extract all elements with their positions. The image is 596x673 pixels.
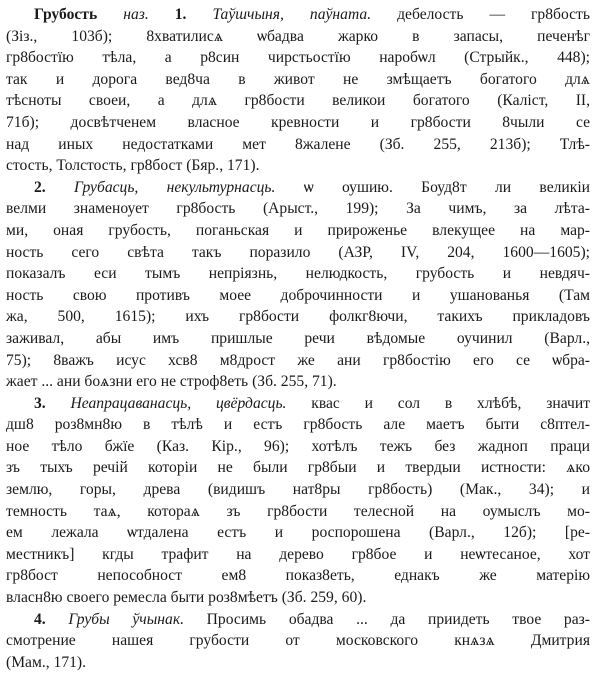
entry-line: [6, 393, 590, 415]
entry-line: ем лежала ѡтдалена естъ и роспорошена (Варл., 12б); [ре-: [6, 524, 590, 542]
entry-line: 71б); досвѣтченем власное кревности и гр8бости 8чыли се: [6, 113, 590, 131]
entry-line: 75); 8важъ исус хсв8 м8дрост же ани гр8бостію его се ѡбра-: [6, 351, 590, 369]
quote-text: дебелость — гр8бость: [397, 6, 590, 23]
entry-line: [6, 177, 590, 199]
entry-line: местникъ] кгды трафит на дерево гр8бое и неѡтесаное, хот: [6, 545, 590, 563]
grammar-label: наз.: [123, 6, 149, 23]
sense-gloss: Грубы ўчынак.: [68, 610, 185, 628]
entry-line: темность таѧ, котораѧ зъ гр8бости телесной на оумыслъ мо-: [6, 502, 590, 520]
entry-line: ми, оная грубость, поганьская и прироженье влекущее на мар-: [6, 221, 590, 239]
entry-line: дш8 роз8мн8ю в тѣлѣ и естъ гр8бость але маетъ быти с8птел-: [6, 416, 590, 434]
entry-line: гр8бост непособност ем8 показ8еть, еднакъ же матерію: [6, 567, 590, 585]
entry-line: жает ... ани боѧзни его не строф8еть (Зб. 255, 71).: [6, 373, 337, 391]
entry-line: [6, 609, 590, 631]
entry-line: велми знаменоует гр8бость (Арыст., 199); За чимъ, за лѣта-: [6, 200, 590, 218]
quote-text: квас и сол в хлѣбѣ, значит: [311, 394, 591, 412]
entry-line: показалъ еси тымъ непріязнь, нелюдкость, грубость и невдяч-: [6, 265, 590, 283]
entry-line: гр8бостїю тѣла, а р8син чирстьостїю наробѡл (Стрыйк., 448);: [6, 49, 590, 67]
sense-number: 1.: [174, 6, 187, 23]
entry-line: смотрение нашея грубости от московского кнѧзѧ Дмитрия: [6, 632, 590, 650]
entry-line: землю, горы, древа (видишъ нат8ры гр8бость) (Мак., 34); и: [6, 481, 590, 499]
entry-line: жа, 500, 1615); ихъ гр8бости фолкг8ючи, такихъ прикладовъ: [6, 308, 590, 326]
entry-line: над иных недостатками мет 8жалене (Зб. 255, 213б); Тлѣ-: [6, 135, 590, 153]
entry-line: зъ тыхъ речій которіи не были гр8быи и твердыи истности: ѧко: [6, 459, 590, 477]
headword: Грубость: [34, 6, 98, 23]
entry-line: ное тѣло бжїе (Каз. Кір., 96); хотѣлъ тежъ без жадноп праци: [6, 437, 590, 455]
entry-line: заживал, абы имъ пришлые речи вѣдомые оучинил (Варл.,: [6, 329, 590, 347]
entry-line: (Мам., 171).: [6, 653, 87, 671]
quote-text: ѡ оушию. Боуд8т ли великіи: [303, 178, 590, 196]
quote-text: Просимь обадва ... да приидеть твое раз-: [206, 610, 590, 628]
entry-line: ность сего свѣта такъ поразило (АЗР, IV, 204, 1600—1605);: [6, 243, 590, 261]
entry-line: так и дорога вед8ча в живот не змѣщаетъ богатого длѧ: [6, 70, 590, 88]
entry-line: [6, 4, 590, 26]
sense-gloss: Неапрацаванасць, цвёрдасць.: [70, 394, 287, 412]
sense-gloss: Таўшчыня, паўната.: [212, 6, 372, 23]
entry-line: тѣсноты своеи, а длѧ гр8бости великои богатого (Каліст, II,: [6, 92, 590, 110]
entry-line: власн8ю своего ремесла быти роз8мѣетъ (Зб. 259, 60).: [6, 589, 367, 607]
entry-line: стость, Толстость, гр8бост (Бяр., 171).: [6, 157, 260, 175]
entry-line: (Зіз., 103б); 8хватилисѧ ѡбадва жарко в запасы, печенѣг: [6, 27, 590, 45]
sense-number: 4.: [34, 610, 46, 628]
sense-number: 3.: [34, 394, 46, 412]
sense-number: 2.: [34, 178, 46, 196]
sense-gloss: Грубасць, некультурнасць.: [74, 178, 276, 196]
entry-line: ность свою противъ моее доброчинности и ушанованья (Там: [6, 286, 590, 304]
